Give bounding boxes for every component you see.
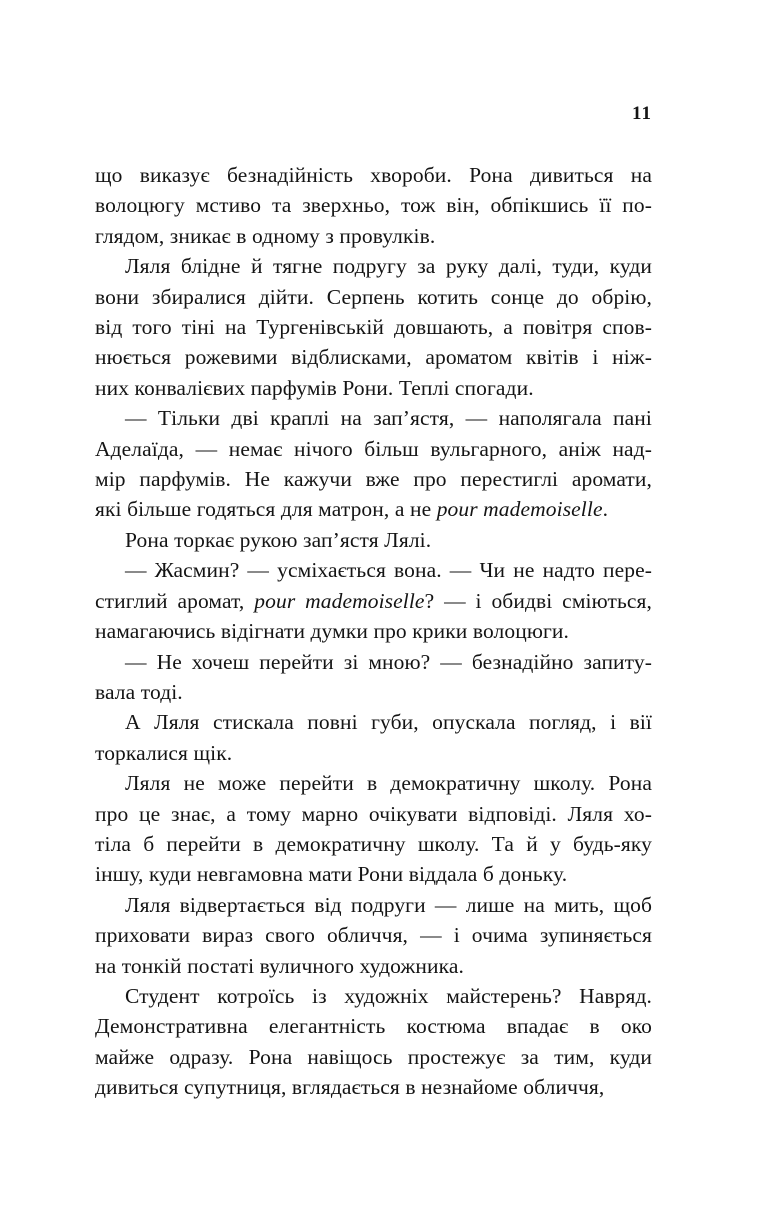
text-line: від того тіні на Тургенівській довшають, а повітря спов- [95,315,652,340]
paragraph [95,251,652,403]
text-line: про це знає, а тому марно очікувати відповіді. Ляля хо- [95,801,652,826]
page-number: 11 [632,103,652,124]
text-line: — Тільки дві краплі на зап’ястя, — наполягала пані [125,406,652,431]
paragraph [95,403,652,525]
text-line: майже одразу. Рона навіщось простежує за тим, куди [95,1044,652,1069]
text-line: Ляля не може перейти в демократичну школу. Рона [125,771,652,796]
text-line: намагаючись відігнати думки про крики волоцюги. [95,619,569,644]
paragraph [95,160,652,251]
text-line: вони збиралися дійти. Серпень котить сонце до обрію, [95,284,652,309]
text-block [95,160,652,1103]
text-line: А Ляля стискала повні губи, опускала погляд, і вії [125,710,652,735]
text-line: стиглий аромат, pour mademoiselle? — і обидві сміються, [95,588,652,613]
text-line: глядом, зникає в одному з провулків. [95,223,436,248]
text-line: мір парфумів. Не кажучи вже про перестиглі аромати, [95,467,652,492]
text-line: вала тоді. [95,679,183,704]
text-line: Ляля блідне й тягне подругу за руку далі, туди, куди [125,254,652,279]
text-line: — Жасмин? — усміхається вона. — Чи не надто пере- [125,558,652,583]
text-line: які більше годяться для матрон, а не pour mademoiselle. [95,497,609,522]
paragraph [95,647,652,708]
text-line: — Не хочеш перейти зі мною? — безнадійно запиту- [125,649,652,674]
text-line: Аделаїда, — немає нічого більш вульгарного, аніж над- [95,436,652,461]
text-line: Демонстративна елегантність костюма впадає в око [95,1014,652,1039]
paragraph [95,707,652,768]
text-line: торкалися щік. [95,740,233,765]
text-line: Ляля відвертається від подруги — лише на мить, щоб [125,892,652,917]
text-line: волоцюгу мстиво та зверхньо, тож він, обпікшись її по- [95,193,652,218]
text-line: нюється рожевими відблисками, ароматом квітів і ніж- [95,345,652,370]
text-line: Студент котроїсь із художніх майстерень? Навряд. [125,983,652,1008]
text-line: приховати вираз свого обличчя, — і очима зупиняється [95,923,652,948]
text-line: що виказує безнадійність хвороби. Рона дивиться на [95,163,652,187]
text-line: дивиться супутниця, вглядається в незнайоме обличчя, [95,1075,605,1100]
paragraph [95,981,652,1103]
text-line: них конвалієвих парфумів Рони. Теплі спогади. [95,375,534,400]
paragraph [95,768,652,890]
paragraph [95,525,652,555]
text-line: тіла б перейти в демократичну школу. Та й у будь-яку [95,831,652,856]
paragraph [95,890,652,981]
text-line: Рона торкає рукою зап’ястя Лялі. [125,527,432,552]
text-line: на тонкій постаті вуличного художника. [95,953,464,978]
paragraph [95,555,652,646]
text-line: іншу, куди невгамовна мати Рони віддала б доньку. [95,862,568,887]
